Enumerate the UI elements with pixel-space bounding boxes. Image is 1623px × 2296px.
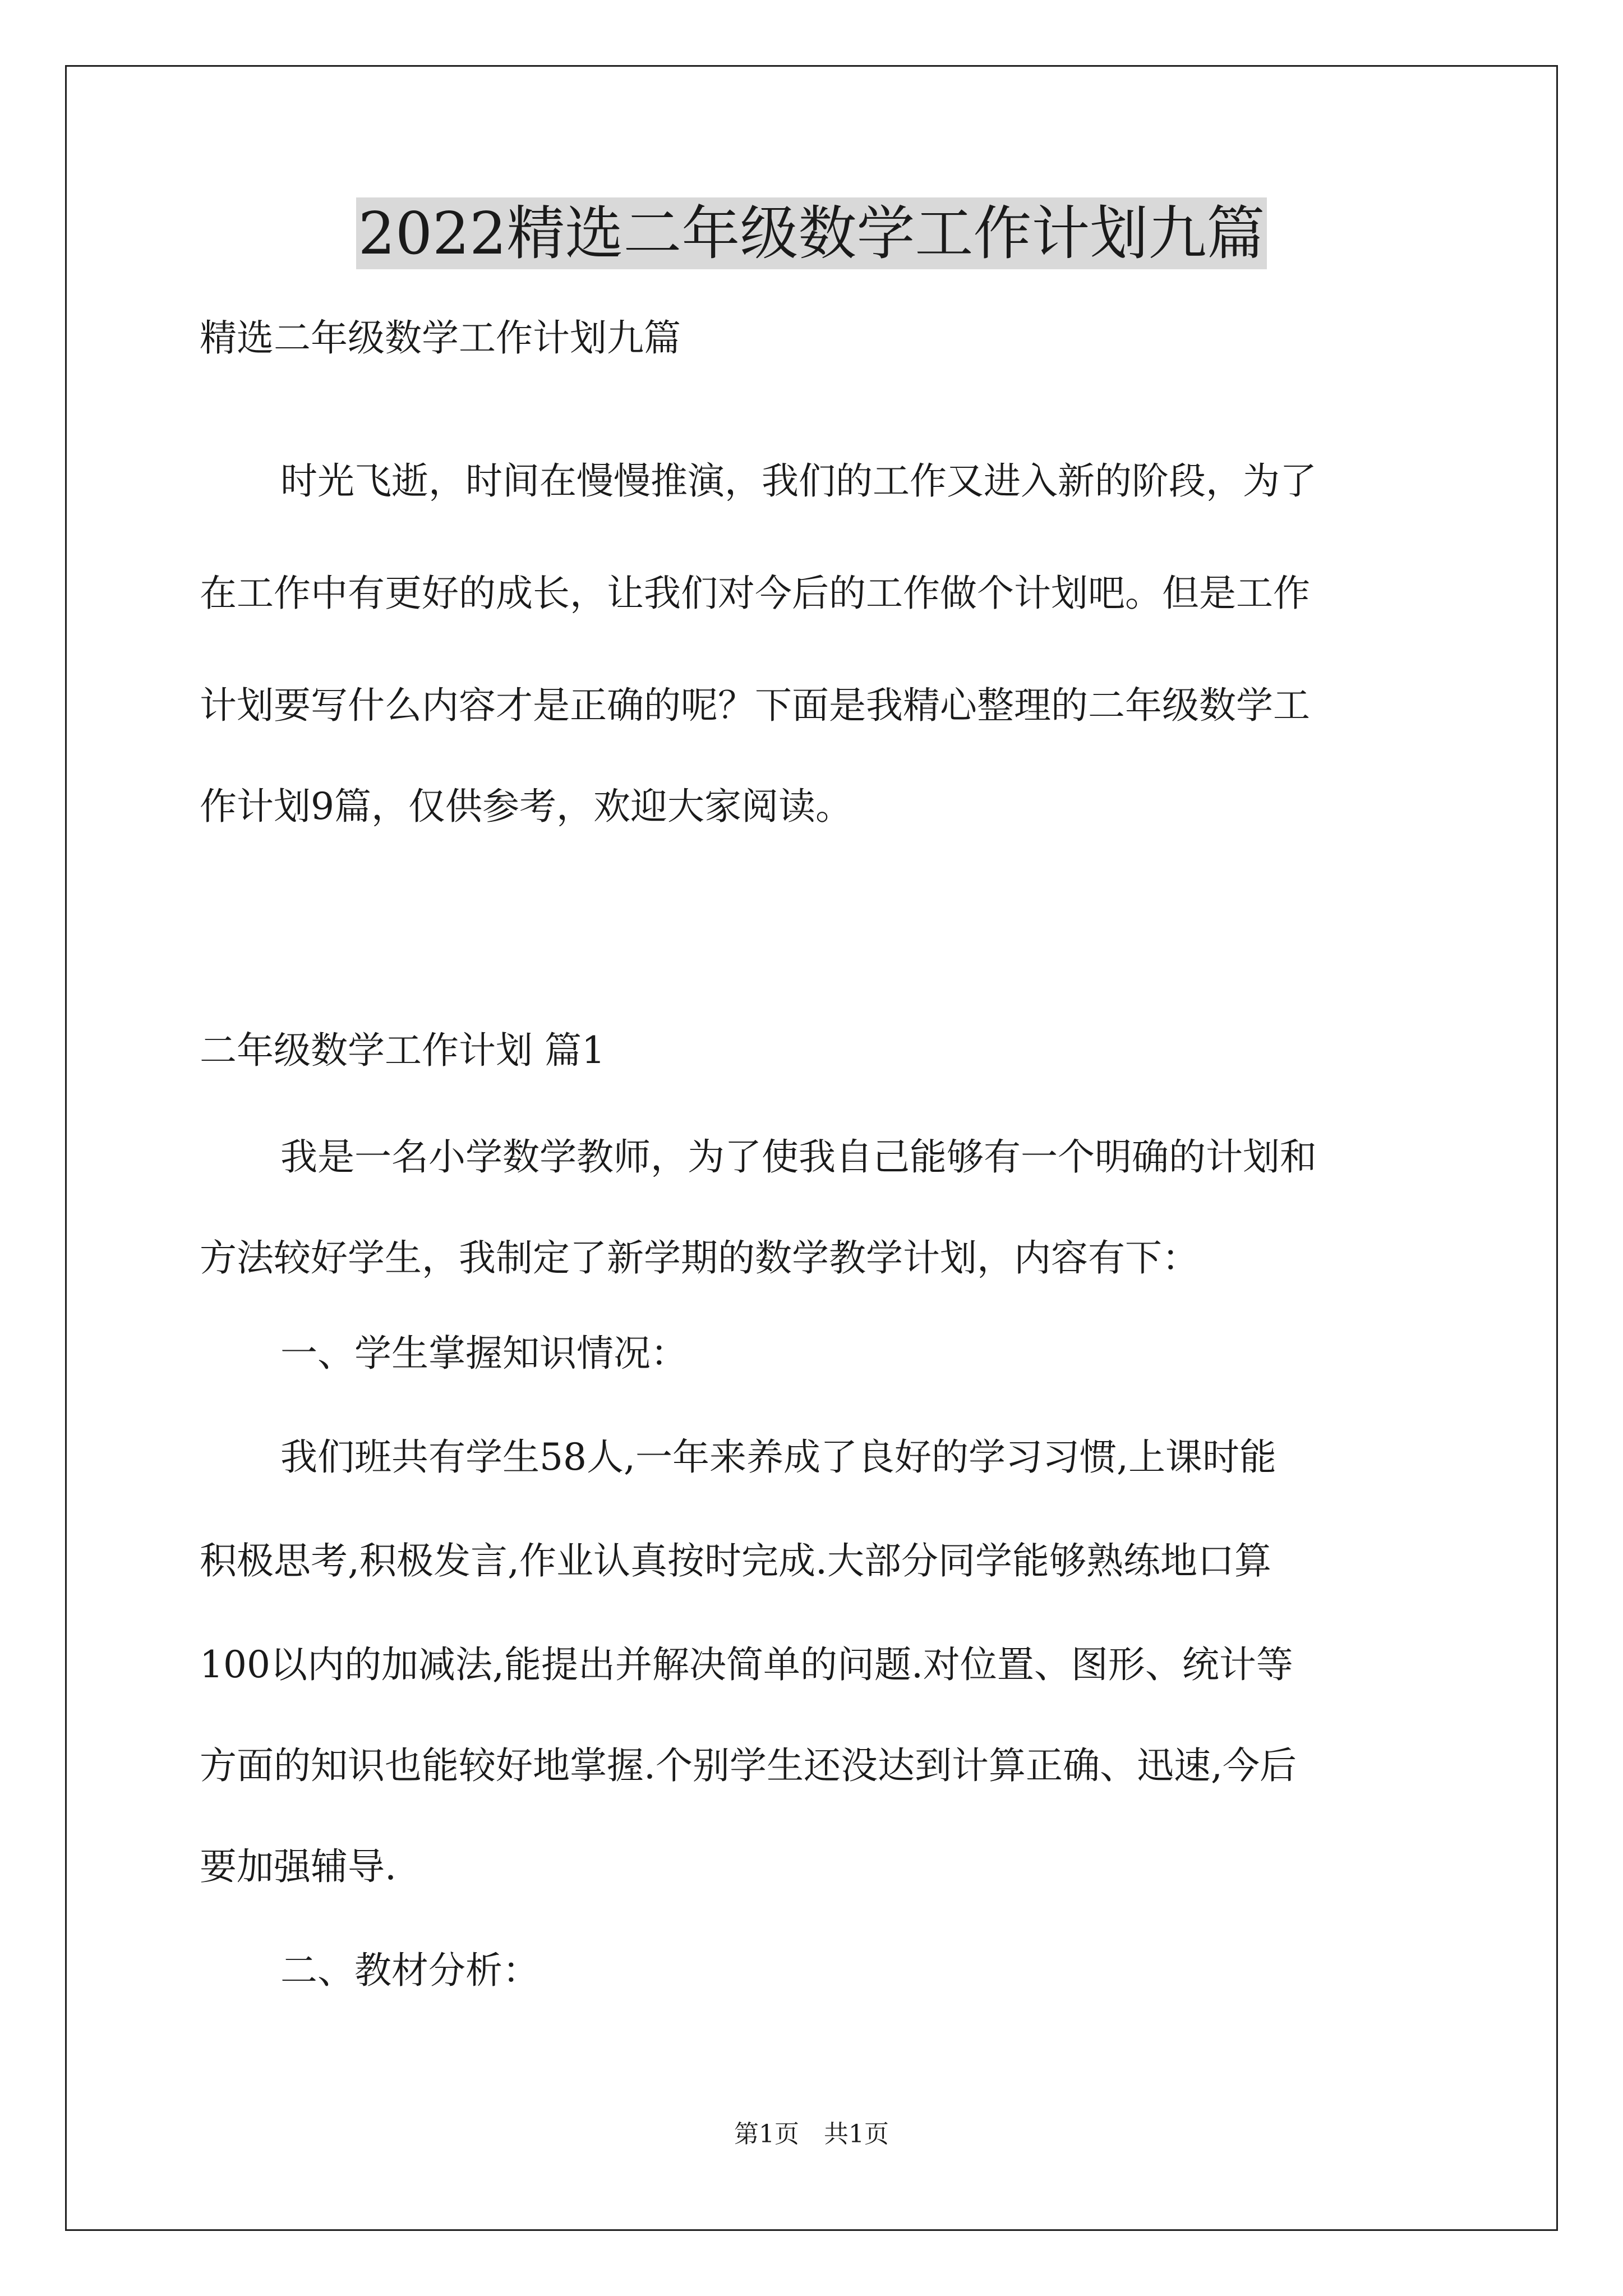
intro-line: 计划要写什么内容才是正确的呢？下面是我精心整理的二年级数学工 (200, 684, 1310, 727)
document-title (0, 197, 1623, 269)
intro-line: 时光飞逝，时间在慢慢推演，我们的工作又进入新的阶段，为了 (280, 459, 1317, 503)
student-info-line: 要加强辅导. (200, 1845, 396, 1888)
document-title-text: 2022精选二年级数学工作计划九篇 (356, 197, 1267, 269)
student-info-line: 100以内的加减法,能提出并解决简单的问题.对位置、图形、统计等 (200, 1643, 1293, 1686)
student-info-line: 我们班共有学生58人,一年来养成了良好的学习习惯,上课时能 (280, 1435, 1276, 1479)
section-intro-line: 我是一名小学数学教师，为了使我自己能够有一个明确的计划和 (280, 1135, 1317, 1179)
intro-line: 作计划9篇，仅供参考，欢迎大家阅读。 (200, 785, 852, 828)
section-intro-line: 方法较好学生，我制定了新学期的数学教学计划，内容有下： (200, 1236, 1199, 1280)
document-subtitle: 精选二年级数学工作计划九篇 (200, 316, 681, 360)
student-info-line: 积极思考,积极发言,作业认真按时完成.大部分同学能够熟练地口算 (200, 1539, 1271, 1582)
intro-line: 在工作中有更好的成长，让我们对今后的工作做个计划吧。但是工作 (200, 572, 1310, 615)
section-heading: 二年级数学工作计划 篇1 (200, 1029, 605, 1072)
heading-two: 二、教材分析： (280, 1949, 540, 1992)
heading-one: 一、学生掌握知识情况： (280, 1332, 688, 1375)
student-info-line: 方面的知识也能较好地掌握.个别学生还没达到计算正确、迅速,今后 (200, 1744, 1297, 1787)
page-number: 第1页 共1页 (734, 2120, 889, 2148)
